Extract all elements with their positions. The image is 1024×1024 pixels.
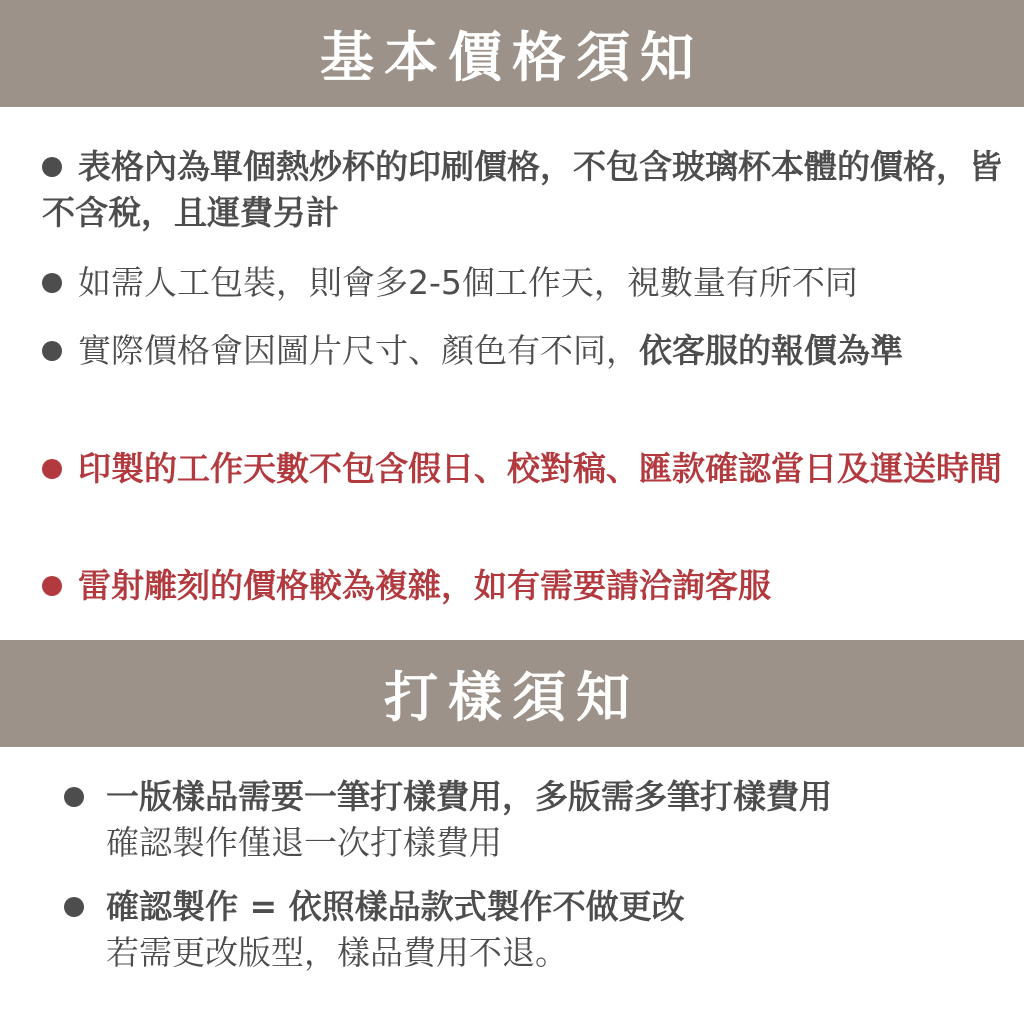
sampling-item-2: [64, 884, 1004, 976]
pricing-item-2-text: 如需人工包裝，則會多2-5個工作天，視數量有所不同: [78, 263, 858, 302]
pricing-item-3: [42, 328, 1002, 374]
bullet-dot-icon: [64, 787, 84, 807]
bullet-dot-icon: [64, 897, 84, 917]
pricing-notice-title-text: 基本價格須知: [320, 26, 704, 89]
pricing-item-5: [42, 563, 1002, 609]
pricing-item-1-text: 表格內為單個熱炒杯的印刷價格，不包含玻璃杯本體的價格，皆不含稅，且運費另計: [42, 147, 1002, 232]
pricing-item-4: [42, 446, 1002, 492]
sampling-item-1-sub-text: 確認製作僅退一次打樣費用: [106, 823, 502, 862]
pricing-item-3-normal-text: 實際價格會因圖片尺寸、顏色有不同，: [78, 331, 639, 370]
pricing-notice-title: [0, 0, 1024, 107]
bullet-dot-icon: [42, 273, 62, 293]
pricing-item-2: [42, 260, 1002, 306]
bullet-dot-icon: [42, 459, 62, 479]
bullet-dot-icon: [42, 576, 62, 596]
pricing-item-4-text: 印製的工作天數不包含假日、校對稿、匯款確認當日及運送時間: [78, 449, 1002, 488]
sampling-notice-title: [0, 640, 1024, 747]
bullet-dot-icon: [42, 157, 62, 177]
bullet-dot-icon: [42, 341, 62, 361]
pricing-item-5-text: 雷射雕刻的價格較為複雜，如有需要請洽詢客服: [78, 566, 771, 605]
sampling-item-2-sub-text: 若需更改版型，樣品費用不退。: [106, 933, 568, 972]
sampling-item-1-main-text: 一版樣品需要一筆打樣費用，多版需多筆打樣費用: [106, 777, 832, 816]
sampling-item-2-main-text: 確認製作 = 依照樣品款式製作不做更改: [106, 887, 685, 926]
pricing-item-1: [42, 144, 1002, 236]
sampling-notice-title-text: 打樣須知: [384, 666, 640, 729]
sampling-item-1: [64, 774, 1004, 866]
pricing-item-3-bold-text: 依客服的報價為準: [639, 331, 903, 370]
